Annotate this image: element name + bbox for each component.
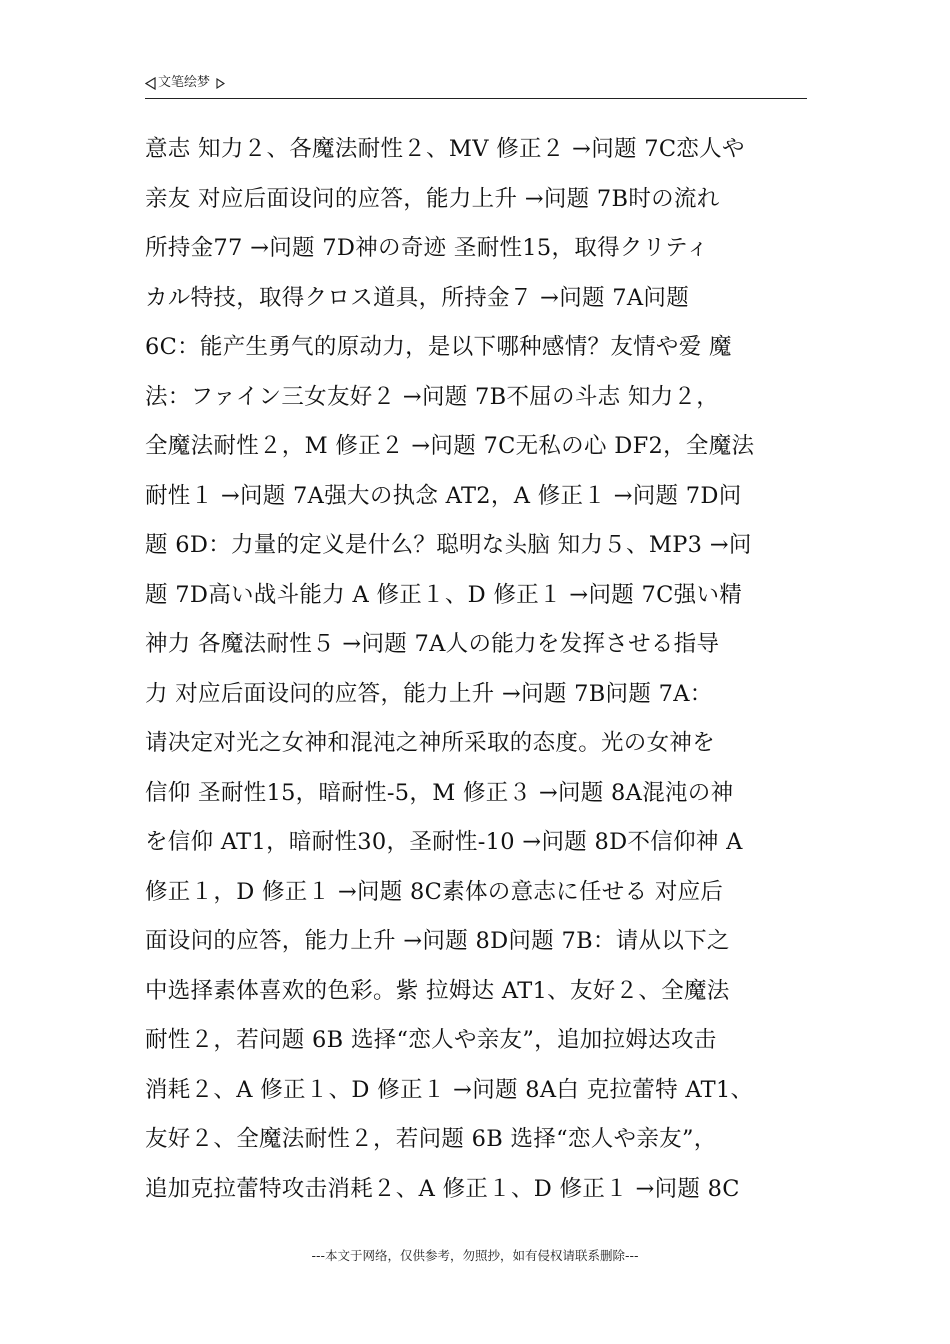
page-header bbox=[145, 72, 807, 99]
text-line: を信仰 AT1，暗耐性30，圣耐性-10 →问题 8D不信仰神 A bbox=[145, 829, 743, 855]
text-line: カル特技，取得クロス道具，所持金７ →问题 7A问题 bbox=[145, 284, 690, 311]
body-text bbox=[145, 125, 810, 1214]
text-line: 法：ファイン三女友好２ →问题 7B不屈の斗志 知力２， bbox=[145, 383, 720, 410]
text-line: 力 对应后面设问的应答，能力上升 →问题 7B问题 7A： bbox=[145, 680, 713, 707]
text-line: 耐性２，若问题 6B 选择“恋人や亲友”，追加拉姆达攻击 bbox=[145, 1027, 717, 1053]
text-line: 题 7D高い战斗能力 A 修正１、D 修正１ →问题 7C强い精 bbox=[145, 581, 743, 608]
text-line: 面设问的应答，能力上升 →问题 8D问题 7B：请从以下之 bbox=[145, 928, 730, 954]
text-line: 信仰 圣耐性15，暗耐性-5，M 修正３ →问题 8A混沌の神 bbox=[145, 779, 734, 806]
triangle-left-icon bbox=[145, 77, 156, 90]
text-line: 题 6D：力量的定义是什么？聪明な头脑 知力５、MP3 →问 bbox=[145, 532, 752, 558]
text-line: 所持金77 →问题 7D神の奇迹 圣耐性15，取得クリティ bbox=[145, 235, 709, 261]
text-line: 请决定对光之女神和混沌之神所采取的态度。光の女神を bbox=[145, 730, 716, 756]
text-line: 6C：能产生勇气的原动力，是以下哪种感情？友情や爱 魔 bbox=[145, 334, 732, 360]
header-brand bbox=[145, 74, 225, 93]
text-line: 耐性１ →问题 7A强大の执念 AT2，A 修正１ →问题 7D问 bbox=[145, 482, 742, 509]
triangle-right-icon bbox=[216, 78, 225, 89]
text-line: 友好２、全魔法耐性２，若问题 6B 选择“恋人や亲友”， bbox=[145, 1126, 717, 1152]
text-line: 全魔法耐性２，M 修正２ →问题 7C无私の心 DF2，全魔法 bbox=[145, 433, 755, 459]
text-line: 消耗２、A 修正１、D 修正１ →问题 8A白 克拉蕾特 AT1、 bbox=[145, 1076, 754, 1103]
text-line: 追加克拉蕾特攻击消耗２、A 修正１、D 修正１ →问题 8C bbox=[145, 1175, 740, 1202]
page-footer: ---本文于网络，仅供参考，勿照抄，如有侵权请联系删除--- bbox=[311, 1248, 639, 1263]
text-line: 亲友 对应后面设问的应答，能力上升 →问题 7B时の流れ bbox=[145, 185, 720, 212]
text-line: 神力 各魔法耐性５ →问题 7A人の能力を发挥させる指导 bbox=[145, 631, 720, 657]
text-line: 修正１，D 修正１ →问题 8C素体の意志に任せる 对应后 bbox=[145, 878, 724, 905]
header-brand-text: 文笔绘梦 bbox=[158, 75, 211, 90]
text-line: 意志 知力２、各魔法耐性２、MV 修正２ →问题 7C恋人や bbox=[145, 136, 745, 162]
text-line: 中选择素体喜欢的色彩。紫 拉姆达 AT1、友好２、全魔法 bbox=[145, 977, 730, 1004]
